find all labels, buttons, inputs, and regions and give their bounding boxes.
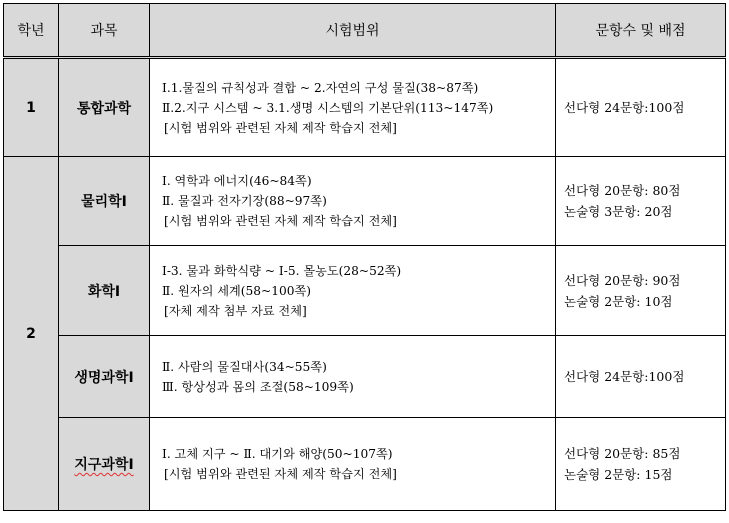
subject-cell xyxy=(59,418,150,511)
scope-line: Ⅱ. 사람의 물질대사(34~55쪽) xyxy=(162,359,327,374)
grade-cell: 1 xyxy=(4,58,59,157)
score-line: 선다형 20문항: 85점 xyxy=(564,446,681,461)
scope-line: Ⅰ. 고체 지구 ~ Ⅱ. 대기와 해양(50~107쪽) xyxy=(162,447,393,461)
table-row xyxy=(4,246,726,336)
scope-note: [시험 범위와 관련된 자체 제작 학습지 전체] xyxy=(164,467,397,481)
score-line: 선다형 24문항:100점 xyxy=(564,369,685,384)
scope-line: Ⅱ. 원자의 세계(58~100쪽) xyxy=(162,283,312,298)
score-line: 논술형 2문항: 15점 xyxy=(564,467,673,482)
scope-note: [시험 범위와 관련된 자체 제작 학습지 전체] xyxy=(164,214,397,228)
scope-cell xyxy=(150,246,556,336)
header-score: 문항수 및 배점 xyxy=(556,4,726,58)
subject-cell: 생명과학Ⅰ xyxy=(59,336,150,418)
subject-cell: 통합과학 xyxy=(59,58,150,157)
score-cell xyxy=(556,58,726,157)
subject-cell: 물리학Ⅰ xyxy=(59,157,150,246)
score-line: 선다형 24문항:100점 xyxy=(564,100,685,115)
scope-cell xyxy=(150,418,556,511)
scope-line: Ⅱ. 물질과 전자기장(88~97쪽) xyxy=(162,194,327,208)
scope-note: [시험 범위와 관련된 자체 제작 학습지 전체] xyxy=(164,120,397,135)
score-cell xyxy=(556,418,726,511)
exam-scope-table xyxy=(3,3,726,511)
score-cell xyxy=(556,246,726,336)
score-line: 선다형 20문항: 90점 xyxy=(564,272,681,288)
table-row xyxy=(4,336,726,418)
score-line: 논술형 2문항: 10점 xyxy=(564,293,673,309)
score-cell xyxy=(556,336,726,418)
table-row xyxy=(4,418,726,511)
grade-cell: 2 xyxy=(4,157,59,511)
subject-label: 지구과학Ⅰ xyxy=(74,457,134,473)
scope-line: Ⅰ-3. 물과 화학식량 ~ Ⅰ-5. 몰농도(28~52쪽) xyxy=(162,263,402,278)
table-row xyxy=(4,58,726,157)
scope-cell xyxy=(150,336,556,418)
scope-cell xyxy=(150,157,556,246)
scope-note: [자체 제작 첨부 자료 전체] xyxy=(164,303,307,318)
score-cell xyxy=(556,157,726,246)
table-row xyxy=(4,157,726,246)
scope-line: Ⅱ.2.지구 시스템 ~ 3.1.생명 시스템의 기본단위(113~147쪽) xyxy=(162,100,494,115)
score-line: 논술형 3문항: 20점 xyxy=(564,204,673,219)
scope-line: Ⅰ. 역학과 에너지(46~84쪽) xyxy=(162,174,312,188)
score-line: 선다형 20문항: 80점 xyxy=(564,183,681,198)
header-row xyxy=(4,4,726,58)
scope-line: Ⅰ.1.물질의 규칙성과 결합 ~ 2.자연의 구성 물질(38~87쪽) xyxy=(162,80,479,95)
header-scope: 시험범위 xyxy=(150,4,556,58)
header-subject: 과목 xyxy=(59,4,150,58)
header-grade: 학년 xyxy=(4,4,59,58)
scope-line: Ⅲ. 항상성과 몸의 조절(58~109쪽) xyxy=(162,379,354,394)
scope-cell xyxy=(150,58,556,157)
subject-cell: 화학Ⅰ xyxy=(59,246,150,336)
